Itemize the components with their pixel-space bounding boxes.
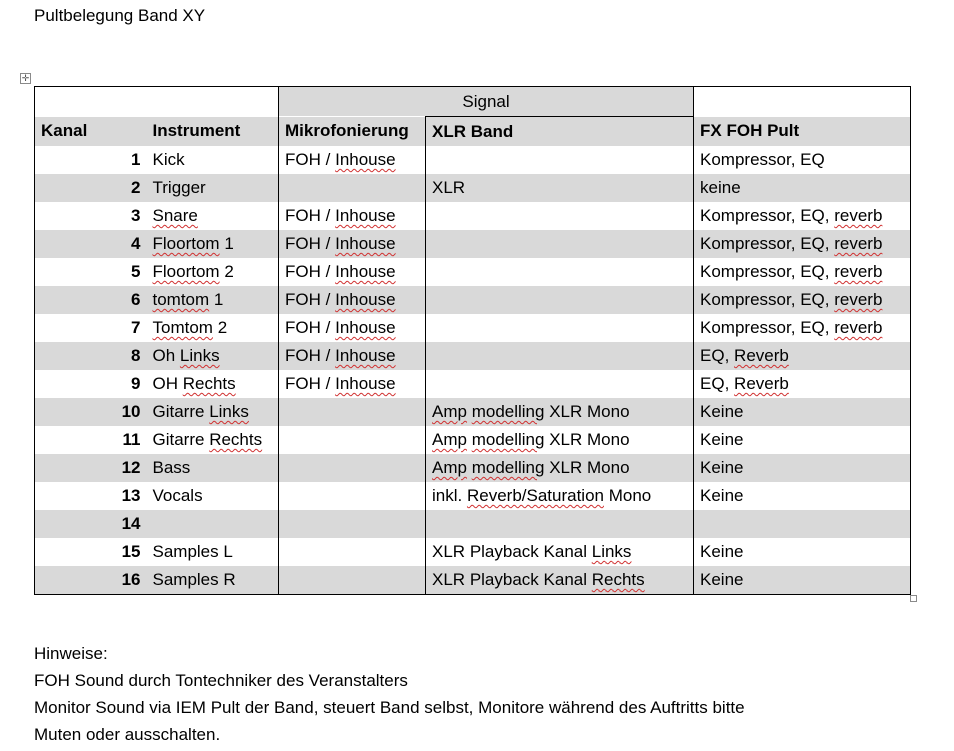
table-row	[35, 146, 911, 174]
xlr-band-cell: XLR	[426, 174, 694, 202]
mikrofonierung-cell	[279, 482, 426, 510]
kanal-cell: 7	[35, 314, 147, 342]
fx-cell: EQ, Reverb	[694, 342, 911, 370]
fx-cell: Keine	[694, 482, 911, 510]
fx-cell: keine	[694, 174, 911, 202]
xlr-band-cell	[426, 258, 694, 286]
table-row	[35, 398, 911, 426]
instrument-cell: Bass	[152, 458, 191, 477]
notes-line: Monitor Sound via IEM Pult der Band, steuert Band selbst, Monitore während des Auftritts bitte	[34, 698, 745, 717]
xlr-band-cell	[426, 342, 694, 370]
instrument-cell: Vocals	[152, 486, 203, 505]
xlr-band-cell	[426, 510, 694, 538]
instrument-cell: Samples R	[147, 566, 279, 595]
instrument-cell: Kick	[152, 150, 185, 169]
mikrofonierung-cell	[279, 538, 426, 566]
instrument-cell: Floortom 1	[152, 234, 234, 253]
xlr-band-cell: Amp modelling XLR Mono	[426, 454, 694, 482]
table-row	[35, 566, 911, 595]
table-row	[35, 230, 911, 258]
fx-cell: Kompressor, EQ, reverb	[694, 202, 911, 230]
mikrofonierung-cell	[279, 566, 426, 595]
kanal-cell: 11	[35, 426, 147, 454]
table-row	[35, 482, 911, 510]
fx-cell: Keine	[694, 454, 911, 482]
instrument-cell: Oh Links	[152, 346, 220, 365]
notes-heading: Hinweise:	[34, 644, 108, 663]
xlr-band-cell	[426, 286, 694, 314]
fx-cell	[694, 510, 911, 538]
table-row	[35, 202, 911, 230]
fx-cell: Kompressor, EQ, reverb	[694, 230, 911, 258]
fx-cell: Kompressor, EQ, reverb	[694, 314, 911, 342]
mikrofonierung-cell	[279, 454, 426, 482]
fx-cell: Kompressor, EQ	[694, 146, 911, 174]
table-resize-handle[interactable]	[910, 595, 917, 602]
header-instrument: Instrument	[152, 121, 241, 141]
table-row	[35, 314, 911, 342]
mikrofonierung-cell: FOH / Inhouse	[279, 314, 426, 342]
table-row	[35, 258, 911, 286]
instrument-cell: Samples L	[152, 542, 233, 561]
fx-cell: Keine	[694, 566, 911, 595]
instrument-cell	[147, 510, 279, 538]
fx-cell: Kompressor, EQ, reverb	[694, 286, 911, 314]
mikrofonierung-cell	[279, 510, 426, 538]
header-fx-foh-pult: FX FOH Pult	[694, 117, 911, 147]
kanal-cell: 14	[35, 510, 147, 538]
xlr-band-cell	[426, 314, 694, 342]
xlr-band-cell: inkl. Reverb/Saturation Mono	[426, 482, 694, 510]
kanal-cell: 13	[35, 482, 147, 510]
table-row	[35, 538, 911, 566]
instrument-cell: Gitarre Rechts	[152, 430, 263, 449]
kanal-cell: 5	[35, 258, 147, 286]
instrument-cell: Trigger	[152, 178, 206, 197]
fx-cell: EQ, Reverb	[694, 370, 911, 398]
fx-cell: Keine	[694, 538, 911, 566]
fx-cell: Keine	[694, 426, 911, 454]
header-mikrofonierung: Mikrofonierung	[279, 117, 426, 147]
table-row	[35, 174, 911, 202]
mikrofonierung-cell	[279, 426, 426, 454]
signal-group-header: Signal	[279, 87, 694, 117]
kanal-cell: 6	[35, 286, 147, 314]
mikrofonierung-cell: FOH / Inhouse	[279, 202, 426, 230]
table-row	[35, 426, 911, 454]
table-row	[35, 454, 911, 482]
kanal-cell: 2	[35, 174, 147, 202]
header-xlr-band: XLR Band	[426, 117, 694, 147]
kanal-cell: 12	[35, 454, 147, 482]
kanal-cell: 4	[35, 230, 147, 258]
kanal-cell: 15	[35, 538, 147, 566]
fx-cell: Kompressor, EQ, reverb	[694, 258, 911, 286]
mikrofonierung-cell: FOH / Inhouse	[279, 258, 426, 286]
instrument-cell: Tomtom 2	[152, 318, 228, 337]
xlr-band-cell	[426, 230, 694, 258]
mikrofonierung-cell	[279, 174, 426, 202]
xlr-band-cell	[426, 146, 694, 174]
instrument-cell: OH Rechts	[152, 374, 236, 393]
kanal-cell: 8	[35, 342, 147, 370]
mikrofonierung-cell: FOH / Inhouse	[279, 370, 426, 398]
xlr-band-cell	[426, 370, 694, 398]
xlr-band-cell: Amp modelling XLR Mono	[426, 426, 694, 454]
instrument-cell: tomtom 1	[152, 290, 224, 309]
mikrofonierung-cell: FOH / Inhouse	[279, 146, 426, 174]
mikrofonierung-cell: FOH / Inhouse	[279, 230, 426, 258]
table-row	[35, 370, 911, 398]
notes-line: FOH Sound durch Tontechniker des Veranstalters	[34, 671, 408, 690]
header-kanal: Kanal	[35, 117, 147, 147]
kanal-cell: 16	[35, 566, 147, 595]
table-move-handle-icon[interactable]: ✛	[21, 73, 30, 83]
table-row	[35, 510, 911, 538]
document-title: Pultbelegung Band XY	[34, 6, 206, 25]
instrument-cell: Gitarre Links	[152, 402, 249, 421]
mikrofonierung-cell	[279, 398, 426, 426]
kanal-cell: 1	[35, 146, 147, 174]
xlr-band-cell: Amp modelling XLR Mono	[426, 398, 694, 426]
kanal-cell: 10	[35, 398, 147, 426]
instrument-cell: Snare	[152, 206, 198, 225]
xlr-band-cell	[426, 202, 694, 230]
table-row	[35, 286, 911, 314]
channel-table	[34, 86, 911, 595]
kanal-cell: 3	[35, 202, 147, 230]
instrument-cell: Floortom 2	[152, 262, 234, 281]
mikrofonierung-cell: FOH / Inhouse	[279, 342, 426, 370]
kanal-cell: 9	[35, 370, 147, 398]
xlr-band-cell: XLR Playback Kanal Rechts	[426, 566, 694, 595]
mikrofonierung-cell: FOH / Inhouse	[279, 286, 426, 314]
xlr-band-cell: XLR Playback Kanal Links	[426, 538, 694, 566]
table-row	[35, 342, 911, 370]
notes-line: Muten oder ausschalten.	[34, 725, 221, 744]
notes-section	[34, 640, 745, 748]
fx-cell: Keine	[694, 398, 911, 426]
